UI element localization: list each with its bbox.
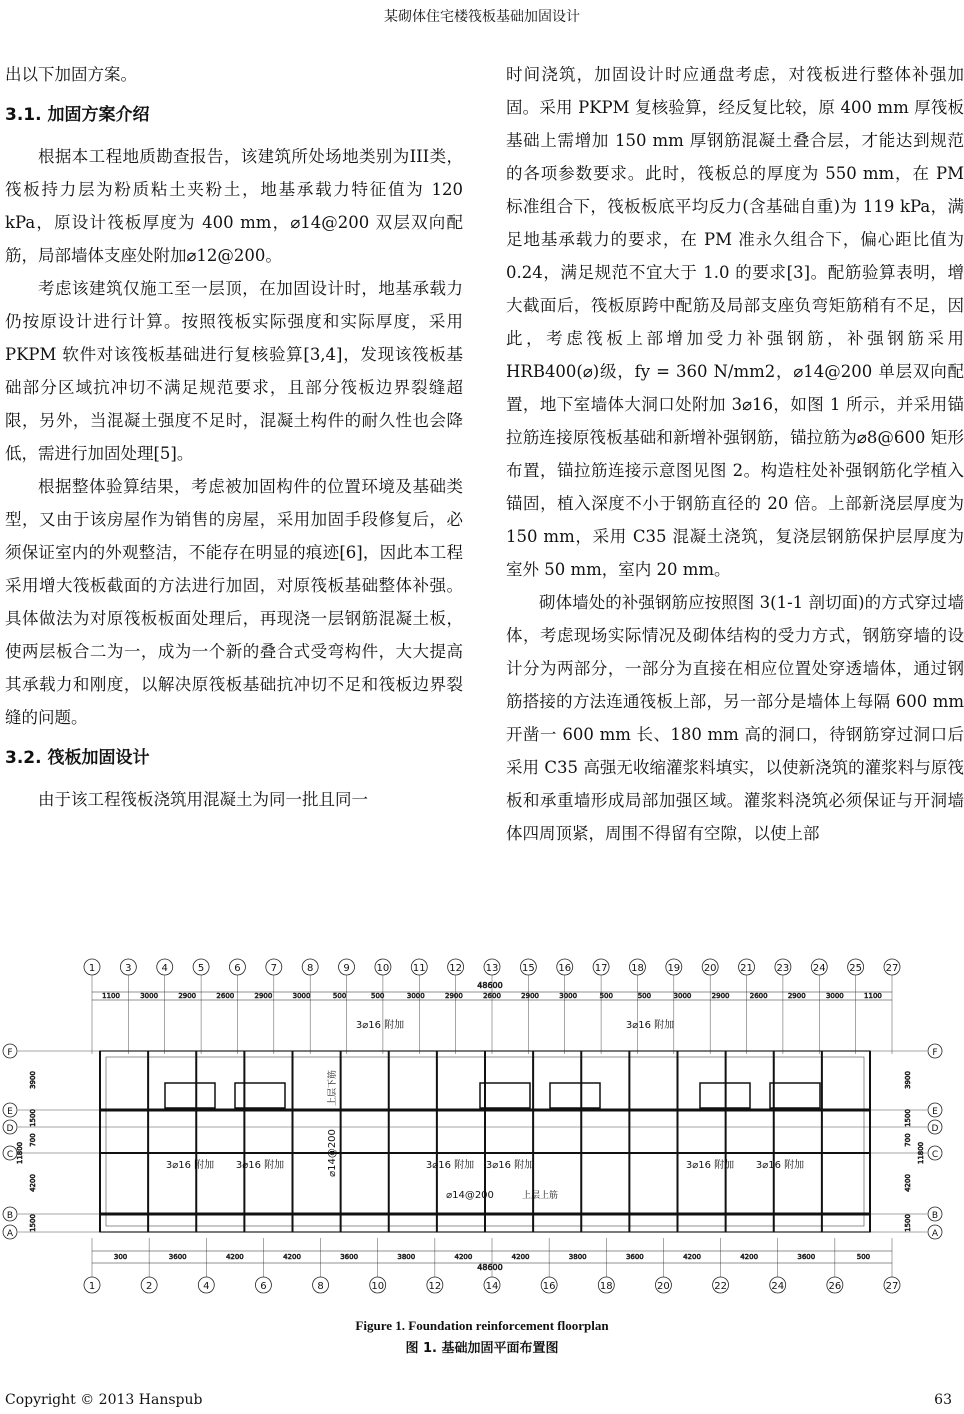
dim-label: 700 (29, 1133, 37, 1147)
paragraph: 时间浇筑，加固设计时应通盘考虑，对筏板进行整体补强加固。采用 PKPM 复核验算，经反复比较，原 400 mm 厚筏板基础上需增加 150 mm 厚钢筋混凝土叠合层，才能达到规范的各项参数要求。此时，筏板总的厚度为 550 mm，在 PM 标准组合下，筏板板底平均反力(含基础自重)为 119 kPa，满足地基承载力的要求，在 PM 准永久组合下，偏心距比值为 0.24，满足规范不宜大于 1.0 的要求[3]。配筋验算表明，增大截面后，筏板原跨中配筋及局部支座负弯矩筋稍有不足，因此，考虑筏板上部增加受力补强钢筋，补强钢筋采用 HRB400(⌀)级，fy = 360 N/mm2，⌀14@200 单层双向配置，地下室墙体大洞口处附加 3⌀16，如图 1 所示，并采用锚拉筋连接原筏板基础和新增补强钢筋，锚拉筋为⌀8@600 矩形布置，锚拉筋连接示意图见图 2。构造柱处补强钢筋化学植入锚固，植入深度不小于钢筋直径的 20 倍。上部新浇层厚度为 150 mm，采用 C35 混凝土浇筑，复浇层钢筋保护层厚度为室外 50 mm，室内 20 mm。 (506, 65, 964, 579)
axis-label: 20 (657, 1281, 670, 1292)
dim-label: 2900 (178, 992, 197, 1000)
axis-label: 21 (740, 963, 753, 974)
dim-label: 4200 (29, 1174, 37, 1192)
axis-label: 12 (428, 1281, 442, 1292)
axis-label: 17 (594, 963, 608, 974)
axis-label: 26 (828, 1281, 842, 1292)
room-box (480, 1083, 530, 1108)
axis-label: 22 (714, 1281, 727, 1292)
top-axis-bubbles (84, 959, 900, 1054)
axis-label: 25 (849, 963, 863, 974)
row-label: F (932, 1048, 938, 1058)
figure-caption-zh: 图 1. 基础加固平面布置图 (405, 1341, 559, 1356)
dim-label: 2600 (749, 992, 768, 1000)
add-bar-label: 3⌀16 附加 (755, 1160, 805, 1171)
left-column (5, 58, 463, 816)
dim-label: 700 (904, 1133, 912, 1147)
dim-label: 300 (113, 1253, 128, 1261)
dim-label: 3800 (568, 1253, 587, 1261)
axis-label: 6 (260, 1281, 267, 1292)
axis-label: 14 (485, 1281, 499, 1292)
dim-label: 4200 (904, 1174, 912, 1192)
axis-label: 23 (776, 963, 790, 974)
axis-label: 18 (599, 1281, 613, 1292)
axis-label: 2 (145, 1281, 153, 1292)
dim-label: 2900 (254, 992, 273, 1000)
axis-label: 16 (558, 963, 572, 974)
dim-label: 3600 (625, 1253, 644, 1261)
dim-label: 2900 (787, 992, 806, 1000)
dim-label: 3600 (797, 1253, 816, 1261)
dim-label: 1500 (29, 1214, 37, 1232)
dim-label: 3600 (168, 1253, 187, 1261)
dim-label: 3000 (406, 992, 425, 1000)
dim-label: 3900 (29, 1071, 37, 1089)
add-bar-label: 3⌀16 附加 (485, 1160, 535, 1171)
dim-label: 2600 (483, 992, 501, 1000)
axis-label: 9 (343, 963, 350, 974)
axis-label: 16 (542, 1281, 556, 1292)
axis-label: 11 (412, 963, 426, 974)
dim-total-top: 48600 (477, 981, 503, 990)
dim-label: 4200 (225, 1253, 244, 1261)
axis-label: 12 (449, 963, 463, 974)
add-bar-label: 3⌀16 附加 (425, 1160, 475, 1171)
row-label: F (7, 1048, 13, 1058)
dim-label: 3000 (140, 992, 159, 1000)
section-heading-3-2: 3.2. 筏板加固设计 (5, 748, 150, 768)
dim-label: 500 (637, 992, 652, 1000)
dim-total-left: 11800 (16, 1141, 24, 1165)
axis-label: 6 (234, 963, 241, 974)
dim-label: 3600 (340, 1253, 359, 1261)
section-heading-3-1: 3.1. 加固方案介绍 (5, 105, 150, 125)
horizontal-bar-label: ⌀14@200 (446, 1190, 494, 1201)
axis-label: 1 (88, 1281, 96, 1292)
row-label: C (6, 1150, 14, 1160)
add-bar-label: 3⌀16 附加 (625, 1020, 675, 1031)
dim-label: 2600 (216, 992, 235, 1000)
axis-label: 3 (125, 963, 132, 974)
axis-label: 7 (270, 963, 278, 974)
dim-label: 1500 (904, 1109, 912, 1127)
axis-label: 13 (485, 963, 499, 974)
plan-walls (100, 1051, 870, 1232)
add-bar-label: 3⌀16 附加 (355, 1020, 405, 1031)
dim-label: 3800 (397, 1253, 416, 1261)
row-label: A (6, 1229, 14, 1239)
dim-label: 500 (332, 992, 347, 1000)
row-label: E (7, 1107, 13, 1117)
axis-label: 20 (703, 963, 717, 974)
axis-label: 18 (631, 963, 644, 974)
dim-label: 4200 (454, 1253, 473, 1261)
dim-label: 2900 (711, 992, 730, 1000)
paragraph: 考虑该建筑仅施工至一层顶，在加固设计时，地基承载力仍按原设计进行计算。按照筏板实际强度和实际厚度，采用 PKPM 软件对该筏板基础进行复核验算[3,4]，发现该筏板基础部分区域抗冲切不满足规范要求，且部分筏板边界裂缝超限，另外，当混凝土强度不足时，混凝土构件的耐久性也会降低，需进行加固处理[5]。 (5, 279, 463, 463)
vertical-bar-label: ⌀14@200 (327, 1129, 338, 1177)
vertical-upper-label: 上层下筋 (328, 1069, 338, 1107)
paragraph: 根据整体验算结果，考虑被加固构件的位置环境及基础类型，又由于该房屋作为销售的房屋，采用加固手段修复后，必须保证室内的外观整洁，不能存在明显的痕迹[6]，因此本工程采用增大筏板截面的方法进行加固，对原筏板基础整体补强。具体做法为对原筏板板面处理后，再现浇一层钢筋混凝土板，使两层板合二为一，成为一个新的叠合式受弯构件，大大提高其承载力和刚度，以解决原筏板基础抗冲切不足和筏板边界裂缝的问题。 (5, 477, 463, 727)
dim-label: 3900 (904, 1071, 912, 1089)
room-box (165, 1083, 215, 1108)
dim-label: 3000 (292, 992, 311, 1000)
foundation-floorplan (6, 958, 950, 1303)
axis-label: 27 (885, 1281, 899, 1292)
row-axis-bubbles (3, 1044, 942, 1239)
horizontal-upper-label: 上层上筋 (521, 1191, 559, 1201)
paragraph: 砌体墙处的补强钢筋应按照图 3(1-1 剖切面)的方式穿过墙体，考虑现场实际情况及砌体结构的受力方式，钢筋穿墙的设计分为两部分，一部分为直接在相应位置处穿透墙体，通过钢筋搭接的方法连通筏板上部，另一部分是墙体上每隔 600 mm 开凿一 600 mm 长、180 mm 高的洞口，待钢筋穿过洞口后采用 C35 高强无收缩灌浆料填实，以使新浇筑的灌浆料与原筏板和承重墙形成局部加强区域。灌浆料浇筑必须保证与开洞墙体四周顶紧，周围不得留有空隙，以使上部 (506, 593, 964, 843)
row-label: C (931, 1150, 939, 1160)
dim-label: 1500 (29, 1109, 37, 1127)
row-label: B (6, 1211, 14, 1221)
axis-label: 4 (161, 963, 168, 974)
paragraph: 根据本工程地质勘查报告，该建筑所处场地类别为III类，筏板持力层为粉质粘土夹粉土，地基承载力特征值为 120 kPa，原设计筏板厚度为 400 mm，⌀14@200 双层双向配筋，局部墙体支座处附加⌀12@200。 (5, 147, 463, 265)
dim-label: 1100 (102, 992, 120, 1000)
dim-label: 4200 (740, 1253, 759, 1261)
dim-label: 3000 (559, 992, 578, 1000)
axis-label: 4 (203, 1281, 210, 1292)
room-box (770, 1083, 820, 1108)
axis-label: 1 (88, 963, 96, 974)
axis-label: 8 (306, 963, 314, 974)
axis-label: 24 (812, 963, 826, 974)
row-label: B (931, 1211, 939, 1221)
row-label: D (6, 1124, 14, 1134)
dimension-lines (16, 981, 925, 1272)
row-label: E (932, 1107, 938, 1117)
figure-caption-en: Figure 1. Foundation reinforcement floorplan (355, 1318, 609, 1333)
dim-label: 1500 (904, 1214, 912, 1232)
room-box (235, 1083, 285, 1108)
copyright: Copyright © 2013 Hanspub (5, 1392, 203, 1408)
axis-label: 10 (376, 963, 390, 974)
axis-label: 27 (885, 963, 899, 974)
axis-label: 24 (771, 1281, 785, 1292)
dim-label: 4200 (511, 1253, 530, 1261)
intro-line: 出以下加固方案。 (5, 65, 137, 84)
running-title: 某砌体住宅楼筏板基础加固设计 (384, 9, 580, 25)
dim-total-bottom: 48600 (477, 1263, 503, 1272)
right-column (506, 58, 964, 850)
room-box (550, 1083, 600, 1108)
dim-label: 500 (856, 1253, 871, 1261)
add-bar-label: 3⌀16 附加 (235, 1160, 285, 1171)
dim-label: 2900 (521, 992, 540, 1000)
row-label: D (931, 1124, 939, 1134)
dim-label: 4200 (283, 1253, 301, 1261)
dim-label: 500 (599, 992, 613, 1000)
dim-label: 4200 (683, 1253, 701, 1261)
dim-label: 2900 (444, 992, 463, 1000)
add-bar-label: 3⌀16 附加 (165, 1160, 215, 1171)
dim-label: 3000 (825, 992, 844, 1000)
axis-label: 19 (667, 963, 681, 974)
axis-label: 15 (521, 963, 535, 974)
page-number: 63 (934, 1392, 952, 1408)
dim-label: 1100 (864, 992, 882, 1000)
axis-label: 5 (197, 963, 205, 974)
paragraph: 由于该工程筏板浇筑用混凝土为同一批且同一 (38, 790, 368, 809)
axis-label: 8 (317, 1281, 324, 1292)
dim-label: 3000 (673, 992, 692, 1000)
axis-label: 10 (371, 1281, 385, 1292)
add-bar-label: 3⌀16 附加 (685, 1160, 735, 1171)
row-label: A (931, 1229, 939, 1239)
dim-total-right: 11800 (917, 1141, 925, 1165)
dim-label: 500 (371, 992, 385, 1000)
